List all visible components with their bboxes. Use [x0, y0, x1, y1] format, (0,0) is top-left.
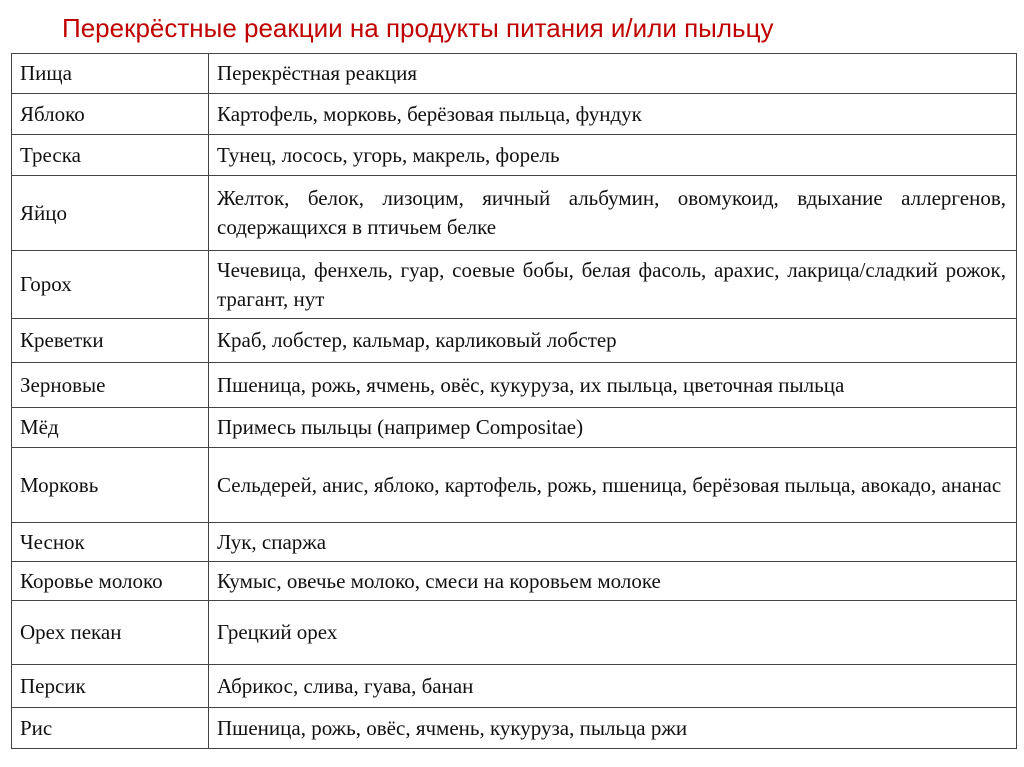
cross-reaction-cell: Картофель, морковь, берёзовая пыльца, фундук [209, 94, 1017, 135]
food-cell: Чеснок [12, 523, 209, 562]
food-cell: Рис [12, 708, 209, 749]
cross-reaction-cell: Грецкий орех [209, 601, 1017, 665]
food-cell: Морковь [12, 448, 209, 523]
cross-reaction-table [11, 53, 1017, 749]
cross-reaction-cell: Примесь пыльцы (например Compositae) [209, 408, 1017, 448]
cross-reaction-cell: Краб, лобстер, кальмар, карликовый лобстер [209, 319, 1017, 363]
food-cell: Персик [12, 665, 209, 708]
table-row [12, 176, 1017, 251]
table-row [12, 601, 1017, 665]
cross-reaction-cell: Абрикос, слива, гуава, банан [209, 665, 1017, 708]
table-row [12, 408, 1017, 448]
food-cell: Треска [12, 135, 209, 176]
cross-reaction-cell: Кумыс, овечье молоко, смеси на коровьем молоке [209, 562, 1017, 601]
table-row [12, 251, 1017, 319]
food-cell: Яйцо [12, 176, 209, 251]
food-cell: Коровье молоко [12, 562, 209, 601]
cross-reaction-cell: Чечевица, фенхель, гуар, соевые бобы, белая фасоль, арахис, лакрица/сладкий рожок, трагант, нут [209, 251, 1017, 319]
cross-reaction-cell: Желток, белок, лизоцим, яичный альбумин, овомукоид, вдыхание аллергенов, содержащихся в птичьем белке [209, 176, 1017, 251]
food-cell: Креветки [12, 319, 209, 363]
table-row [12, 319, 1017, 363]
table-row [12, 363, 1017, 408]
food-cell: Яблоко [12, 94, 209, 135]
table-row [12, 562, 1017, 601]
cross-reaction-cell: Пшеница, рожь, ячмень, овёс, кукуруза, их пыльца, цветочная пыльца [209, 363, 1017, 408]
food-cell: Горох [12, 251, 209, 319]
cross-reaction-cell: Пшеница, рожь, овёс, ячмень, кукуруза, пыльца ржи [209, 708, 1017, 749]
food-cell: Орех пекан [12, 601, 209, 665]
table-row [12, 708, 1017, 749]
slide-title: Перекрёстные реакции на продукты питания и/или пыльцу [62, 13, 774, 43]
table-row [12, 94, 1017, 135]
food-cell: Мёд [12, 408, 209, 448]
table-row [12, 135, 1017, 176]
cross-reaction-cell: Сельдерей, анис, яблоко, картофель, рожь, пшеница, берёзовая пыльца, авокадо, ананас [209, 448, 1017, 523]
header-food: Пища [12, 54, 209, 94]
cross-reaction-cell: Лук, спаржа [209, 523, 1017, 562]
food-cell: Зерновые [12, 363, 209, 408]
header-cross-reaction: Перекрёстная реакция [209, 54, 1017, 94]
table-header-row [12, 54, 1017, 94]
table-row [12, 448, 1017, 523]
table-row [12, 523, 1017, 562]
cross-reaction-cell: Тунец, лосось, угорь, макрель, форель [209, 135, 1017, 176]
table-row [12, 665, 1017, 708]
